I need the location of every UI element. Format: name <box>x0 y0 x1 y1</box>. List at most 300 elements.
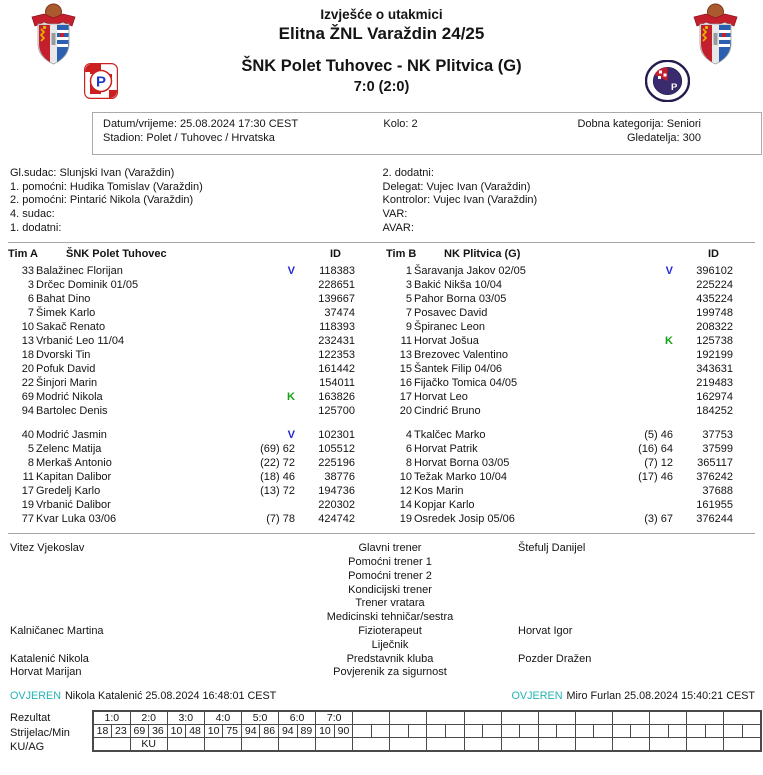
ku-ag-cell: KU <box>130 738 167 752</box>
player-id: 365117 <box>697 457 733 470</box>
player-marker <box>233 404 295 418</box>
staff-name-away <box>492 584 755 598</box>
staff-role-label: Glavni trener <box>358 542 422 555</box>
jersey-number: 6 <box>27 293 34 306</box>
ku-ag-cell <box>167 738 204 752</box>
player-name: Šinjori Marin <box>36 377 98 390</box>
player-marker: V <box>287 265 295 278</box>
officials-left-column <box>10 167 383 235</box>
staff-name-away <box>492 639 755 653</box>
goal-minute-cell <box>557 725 576 738</box>
player-row <box>386 306 733 320</box>
goal-minute-cell: 48 <box>186 725 205 738</box>
player-name: Horvat Jošua <box>414 335 479 348</box>
player-id: 424742 <box>318 513 355 526</box>
jersey-number: 9 <box>405 321 412 334</box>
player-row <box>8 278 355 292</box>
staff-name-home <box>10 556 288 570</box>
jersey-number: 22 <box>21 377 34 390</box>
player-name: Šantek Filip 04/06 <box>414 363 503 376</box>
player-id: 37688 <box>702 485 733 498</box>
player-name: Dvorski Tin <box>36 349 91 362</box>
jersey-number: 13 <box>399 349 412 362</box>
player-row <box>386 376 733 390</box>
team-a-club-name: ŠNK Polet Tuhovec <box>66 248 167 261</box>
ku-ag-cell <box>204 738 241 752</box>
ku-ag-cell <box>316 738 353 752</box>
staff-name-home <box>10 584 288 598</box>
player-marker <box>611 498 673 512</box>
away-club-logo-icon <box>645 60 690 102</box>
player-name: Kvar Luka 03/06 <box>36 513 117 526</box>
result-cell <box>724 711 761 725</box>
player-id: 125738 <box>696 335 733 348</box>
player-id: 376242 <box>696 471 733 484</box>
player-name: Brezovec Valentino <box>414 349 508 362</box>
player-marker <box>611 376 673 390</box>
player-row <box>8 362 355 376</box>
score-table-mount <box>92 710 762 754</box>
match-stadium: Stadion: Polet / Tuhovec / Hrvatska <box>103 131 275 144</box>
player-row <box>8 390 355 404</box>
goal-minute-cell <box>594 725 613 738</box>
staff-role-label: Medicinski tehničar/sestra <box>326 611 454 624</box>
ku-ag-cell <box>279 738 316 752</box>
result-cell: 6:0 <box>279 711 316 725</box>
staff-role-label: Predstavnik kluba <box>346 652 434 665</box>
jersey-number: 19 <box>399 513 412 526</box>
result-cell: 1:0 <box>93 711 130 725</box>
team-b-player-rows <box>386 264 733 526</box>
result-cell <box>687 711 724 725</box>
player-name: Drčec Dominik 01/05 <box>36 279 139 292</box>
player-row <box>386 456 733 470</box>
staff-name-away <box>492 556 755 570</box>
player-marker: V <box>665 265 673 278</box>
jersey-number: 4 <box>405 429 412 442</box>
match-title: ŠNK Polet Tuhovec - NK Plitvica (G) <box>241 57 522 75</box>
certification-home <box>10 690 276 702</box>
jersey-number: 10 <box>21 321 34 334</box>
player-row <box>8 512 355 526</box>
ku-ag-cell <box>724 738 761 752</box>
player-id: 161442 <box>318 363 355 376</box>
ku-ag-cell <box>93 738 130 752</box>
player-id: 232431 <box>318 335 355 348</box>
player-marker: (5) 46 <box>644 429 673 442</box>
attendance: Gledatelja: 300 <box>627 131 701 144</box>
player-row <box>386 334 733 348</box>
info-left-column <box>103 118 318 145</box>
player-name: Vrbanić Leo 11/04 <box>36 335 125 348</box>
player-row <box>386 264 733 278</box>
player-id: 139667 <box>318 293 355 306</box>
officials-section <box>0 167 763 235</box>
staff-name-away: Pozder Dražen <box>518 652 592 665</box>
team-b-header <box>386 248 733 264</box>
ku-ag-cell <box>538 738 575 752</box>
scorer-number-cell: 94 <box>241 725 260 738</box>
player-row <box>386 320 733 334</box>
jersey-number: 69 <box>21 391 34 404</box>
scorer-number-cell <box>538 725 557 738</box>
id-column-header: ID <box>708 248 719 261</box>
jersey-number: 5 <box>405 293 412 306</box>
player-marker: (16) 64 <box>638 443 673 456</box>
player-id: 192199 <box>696 349 733 362</box>
player-name: Pofuk David <box>36 363 96 376</box>
jersey-number: 3 <box>405 279 412 292</box>
official-entry: AVAR: <box>382 221 414 234</box>
staff-row <box>10 625 755 639</box>
player-name: Horvat Patrik <box>414 443 478 456</box>
ku-ag-cell <box>353 738 390 752</box>
player-row <box>8 264 355 278</box>
player-marker: (18) 46 <box>260 471 295 484</box>
jersey-number: 11 <box>400 335 412 348</box>
player-id: 396102 <box>696 265 733 278</box>
player-name: Modrić Jasmin <box>36 429 107 442</box>
player-marker: (69) 62 <box>260 443 295 456</box>
certified-status-badge: OVJEREN <box>511 690 563 703</box>
official-entry: 2. dodatni: <box>382 167 434 180</box>
jersey-number: 20 <box>21 363 34 376</box>
ku-ag-cell <box>650 738 687 752</box>
player-id: 161955 <box>696 499 733 512</box>
jersey-number: 6 <box>405 443 412 456</box>
scorer-number-cell: 10 <box>204 725 223 738</box>
result-row-label: Rezultat <box>10 712 51 725</box>
player-marker <box>611 278 673 292</box>
player-row <box>386 512 733 526</box>
goal-minute-cell <box>520 725 539 738</box>
player-id: 37474 <box>324 307 355 320</box>
age-category: Dobna kategorija: Seniori <box>577 118 701 130</box>
player-name: Bahat Dino <box>36 293 91 306</box>
result-cell <box>612 711 649 725</box>
player-marker: K <box>665 335 673 348</box>
player-row <box>386 428 733 442</box>
staff-row <box>10 639 755 653</box>
player-id: 199748 <box>696 307 733 320</box>
ku-ag-cell <box>390 738 427 752</box>
player-marker: K <box>287 391 295 404</box>
staff-rows <box>10 542 755 680</box>
result-cell: 2:0 <box>130 711 167 725</box>
goal-minute-cell: 90 <box>334 725 353 738</box>
result-cell <box>390 711 427 725</box>
player-marker: (13) 72 <box>260 485 295 498</box>
scorer-number-cell: 10 <box>167 725 186 738</box>
player-row <box>8 404 355 418</box>
staff-row <box>10 556 755 570</box>
player-name: Špiranec Leon <box>414 321 485 334</box>
player-name: Osredek Josip 05/06 <box>414 513 515 526</box>
player-name: Pahor Borna 03/05 <box>414 293 507 306</box>
ku-ag-cell <box>464 738 501 752</box>
player-name: Šaravanja Jakov 02/05 <box>414 265 526 278</box>
player-marker <box>233 306 295 320</box>
info-right-column <box>483 118 753 145</box>
player-name: Kopjar Karlo <box>414 499 475 512</box>
certified-by-home: Nikola Katalenić 25.08.2024 16:48:01 CEST <box>65 690 277 703</box>
home-club-logo-icon <box>84 63 118 99</box>
player-row <box>8 306 355 320</box>
goal-minute-cell <box>742 725 761 738</box>
player-id: 225224 <box>696 279 733 292</box>
staff-name-away: Horvat Igor <box>518 624 573 637</box>
roster-team-a <box>8 248 355 526</box>
player-name: Gredelj Karlo <box>36 485 101 498</box>
staff-name-away <box>492 611 755 625</box>
player-id: 208322 <box>696 321 733 334</box>
starters-subs-gap <box>386 418 733 428</box>
player-marker: (3) 67 <box>644 513 673 526</box>
player-name: Bartolec Denis <box>36 405 108 418</box>
player-name: Zelenc Matija <box>36 443 102 456</box>
result-cell <box>353 711 390 725</box>
player-name: Balažinec Florijan <box>36 265 123 278</box>
certified-by-away: Miro Furlan 25.08.2024 15:40:21 CEST <box>566 690 755 703</box>
jersey-number: 8 <box>27 457 34 470</box>
team-b-club-name: NK Plitvica (G) <box>444 248 521 261</box>
staff-role-label: Povjerenik za sigurnost <box>333 666 447 679</box>
goal-minute-cell: 36 <box>149 725 168 738</box>
player-id: 38776 <box>324 471 355 484</box>
player-name: Horvat Leo <box>414 391 468 404</box>
staff-row <box>10 597 755 611</box>
scorer-min-row-label: Strijelac/Min <box>10 726 70 739</box>
county-fa-crest-icon <box>692 3 739 65</box>
ku-ag-cell <box>687 738 724 752</box>
match-info-box <box>92 112 762 155</box>
player-row <box>8 320 355 334</box>
goal-minute-cell <box>668 725 687 738</box>
player-name: Posavec David <box>414 307 488 320</box>
scorer-number-cell <box>650 725 669 738</box>
match-round: Kolo: 2 <box>383 118 418 130</box>
jersey-number: 7 <box>27 307 34 320</box>
result-cell: 4:0 <box>204 711 241 725</box>
scorer-number-cell: 10 <box>316 725 335 738</box>
player-id: 219483 <box>696 377 733 390</box>
official-entry: 2. pomoćni: Pintarić Nikola (Varaždin) <box>10 194 194 207</box>
staff-name-home <box>10 597 288 611</box>
result-cell: 5:0 <box>241 711 278 725</box>
staff-role-label: Pomoćni trener 1 <box>348 555 432 568</box>
staff-row <box>10 584 755 598</box>
jersey-number: 16 <box>399 377 412 390</box>
jersey-number: 15 <box>399 363 412 376</box>
staff-row <box>10 653 755 667</box>
jersey-number: 11 <box>22 471 34 484</box>
staff-name-away <box>492 666 755 680</box>
county-fa-crest-icon <box>30 3 77 65</box>
staff-name-home: Vitez Vjekoslav <box>10 542 85 555</box>
officials-right-column <box>383 167 756 235</box>
scorer-number-cell: 18 <box>93 725 112 738</box>
staff-name-away <box>492 570 755 584</box>
jersey-number: 5 <box>27 443 34 456</box>
staff-name-away: Štefulj Danijel <box>518 542 586 555</box>
jersey-number: 3 <box>27 279 34 292</box>
player-id: 162974 <box>696 391 733 404</box>
player-name: Sakač Renato <box>36 321 106 334</box>
staff-row <box>10 542 755 556</box>
official-entry: 1. dodatni: <box>10 221 62 234</box>
player-id: 102301 <box>318 429 355 442</box>
jersey-number: 14 <box>399 499 412 512</box>
player-row <box>8 334 355 348</box>
official-entry: 1. pomoćni: Hudika Tomislav (Varaždin) <box>10 180 203 193</box>
jersey-number: 8 <box>405 457 412 470</box>
result-cell <box>464 711 501 725</box>
goal-minute-cell <box>705 725 724 738</box>
player-marker: V <box>287 429 295 442</box>
goal-minute-cell <box>483 725 502 738</box>
player-marker <box>611 390 673 404</box>
player-marker: (22) 72 <box>260 457 295 470</box>
player-marker: (17) 46 <box>638 471 673 484</box>
team-b-label: Tim B <box>386 248 417 261</box>
goal-minute-cell: 86 <box>260 725 279 738</box>
player-marker <box>233 278 295 292</box>
player-row <box>8 484 355 498</box>
jersey-number: 7 <box>405 307 412 320</box>
player-id: 376244 <box>696 513 733 526</box>
goal-minute-cell: 23 <box>112 725 131 738</box>
staff-name-home <box>10 570 288 584</box>
jersey-number: 1 <box>405 265 412 278</box>
goal-minute-cell <box>371 725 390 738</box>
jersey-number: 19 <box>21 499 34 512</box>
player-row <box>8 498 355 512</box>
staff-row <box>10 666 755 680</box>
player-row <box>386 348 733 362</box>
player-name: Cindrić Bruno <box>414 405 481 418</box>
ku-ag-cell <box>575 738 612 752</box>
player-marker <box>233 292 295 306</box>
player-row <box>386 470 733 484</box>
player-id: 125700 <box>318 405 355 418</box>
player-row <box>386 484 733 498</box>
scorer-number-cell <box>612 725 631 738</box>
player-row <box>386 278 733 292</box>
player-name: Šimek Karlo <box>36 307 96 320</box>
certified-status-badge: OVJEREN <box>10 690 61 703</box>
result-cell <box>575 711 612 725</box>
player-id: 118393 <box>319 321 355 334</box>
svg-text:P: P <box>671 82 678 93</box>
player-marker <box>233 320 295 334</box>
scorer-number-cell: 69 <box>130 725 149 738</box>
ku-ag-cell <box>612 738 649 752</box>
player-marker <box>611 306 673 320</box>
player-row <box>386 292 733 306</box>
staff-role-label: Kondicijski trener <box>348 583 432 596</box>
player-marker <box>611 362 673 376</box>
player-marker <box>233 334 295 348</box>
scorer-number-cell <box>390 725 409 738</box>
player-marker: (7) 12 <box>644 457 673 470</box>
goal-minute-cell: 89 <box>297 725 316 738</box>
player-id: 163826 <box>318 391 355 404</box>
player-id: 154011 <box>319 377 355 390</box>
starters-subs-gap <box>8 418 355 428</box>
player-marker <box>611 404 673 418</box>
scorer-number-cell <box>501 725 520 738</box>
scorer-number-cell <box>575 725 594 738</box>
jersey-number: 40 <box>21 429 34 442</box>
ku-ag-cell <box>501 738 538 752</box>
player-name: Težak Marko 10/04 <box>414 471 507 484</box>
player-row <box>8 376 355 390</box>
player-marker <box>611 292 673 306</box>
staff-name-home: Kalničanec Martina <box>10 624 104 637</box>
player-row <box>386 390 733 404</box>
player-name: Kapitan Dalibor <box>36 471 112 484</box>
player-marker: (7) 78 <box>266 513 295 526</box>
player-row <box>8 442 355 456</box>
player-row <box>8 292 355 306</box>
jersey-number: 10 <box>399 471 412 484</box>
player-marker <box>611 348 673 362</box>
staff-section <box>0 534 763 680</box>
score-progress-section <box>0 710 763 754</box>
scorer-number-cell <box>464 725 483 738</box>
player-row <box>386 362 733 376</box>
player-marker <box>611 484 673 498</box>
ku-ag-row-label: KU/AG <box>10 740 45 753</box>
player-marker <box>233 376 295 390</box>
jersey-number: 12 <box>399 485 412 498</box>
staff-name-home <box>10 639 288 653</box>
player-id: 105512 <box>318 443 355 456</box>
scorer-number-cell <box>427 725 446 738</box>
player-row <box>8 470 355 484</box>
player-id: 37753 <box>702 429 733 442</box>
team-a-player-rows <box>8 264 355 526</box>
report-header <box>0 0 763 108</box>
player-marker <box>233 498 295 512</box>
player-id: 118383 <box>319 265 355 278</box>
player-name: Fijačko Tomica 04/05 <box>414 377 518 390</box>
goal-minute-cell <box>446 725 465 738</box>
official-entry: VAR: <box>382 207 408 220</box>
score-progress-table <box>92 710 762 752</box>
staff-role-label: Trener vratara <box>355 597 425 610</box>
ku-ag-cell <box>427 738 464 752</box>
ku-ag-cell <box>241 738 278 752</box>
official-entry: 4. sudac: <box>10 207 55 220</box>
staff-role-label: Pomoćni trener 2 <box>348 569 432 582</box>
player-row <box>386 442 733 456</box>
player-marker <box>233 362 295 376</box>
staff-name-home: Katalenić Nikola <box>10 652 89 665</box>
staff-name-home <box>10 611 288 625</box>
jersey-number: 77 <box>21 513 34 526</box>
goal-minute-cell: 75 <box>223 725 242 738</box>
jersey-number: 33 <box>21 265 34 278</box>
competition-name: Elitna ŽNL Varaždin 24/25 <box>278 24 485 43</box>
player-id: 220302 <box>318 499 355 512</box>
certification-away <box>512 690 755 702</box>
player-row <box>8 456 355 470</box>
player-id: 184252 <box>696 405 733 418</box>
scorer-number-cell <box>687 725 706 738</box>
goal-minute-cell <box>408 725 427 738</box>
roster-team-b <box>386 248 733 526</box>
